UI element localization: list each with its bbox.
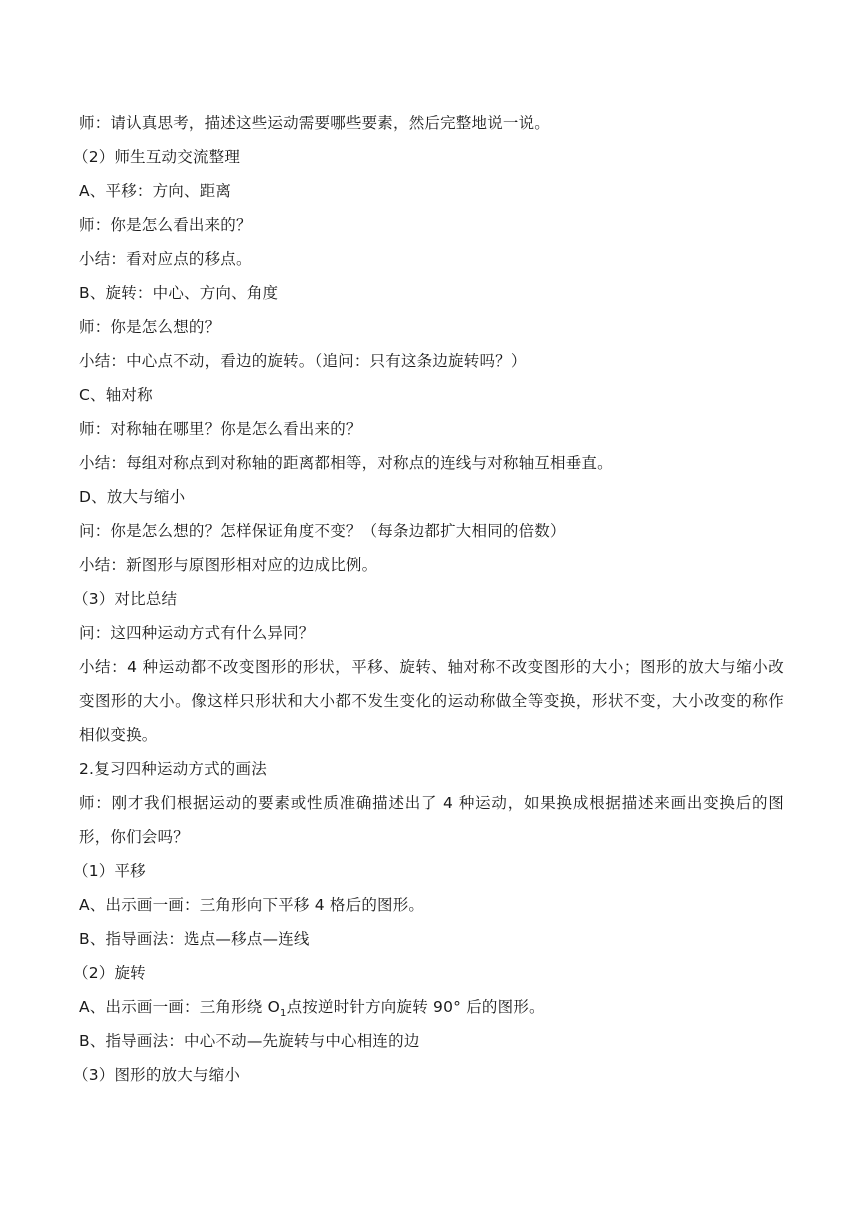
paragraph: 小结：看对应点的移点。 <box>79 250 252 268</box>
paragraph: 小结：新图形与原图形相对应的边成比例。 <box>79 556 378 574</box>
paragraph: A、平移：方向、距离 <box>79 182 232 200</box>
paragraph: A、出示画一画：三角形向下平移 4 格后的图形。 <box>79 896 425 914</box>
paragraph: 师：对称轴在哪里？你是怎么看出来的？ <box>79 420 362 438</box>
paragraph: 师：刚才我们根据运动的要素或性质准确描述出了 4 种运动，如果换成根据描述来画出变换后的图形，你们会吗？ <box>79 794 784 846</box>
document-body <box>73 106 784 1092</box>
section-heading: 2.复习四种运动方式的画法 <box>79 760 267 778</box>
paragraph: 师：你是怎么想的？ <box>79 318 221 336</box>
paragraph: B、指导画法：中心不动—先旋转与中心相连的边 <box>79 1032 420 1050</box>
paragraph: 问：这四种运动方式有什么异同？ <box>79 624 315 642</box>
section-heading: （2）旋转 <box>73 964 146 982</box>
paragraph: 师：你是怎么看出来的？ <box>79 216 252 234</box>
section-heading: （3）图形的放大与缩小 <box>73 1066 241 1084</box>
paragraph-text: A、出示画一画：三角形绕 O <box>79 998 281 1016</box>
paragraph: C、轴对称 <box>79 386 153 404</box>
subscript: 1 <box>280 1008 287 1020</box>
paragraph: B、指导画法：选点—移点—连线 <box>79 930 310 948</box>
section-heading: （2）师生互动交流整理 <box>73 148 241 166</box>
paragraph: B、旋转：中心、方向、角度 <box>79 284 279 302</box>
paragraph: 小结：每组对称点到对称轴的距离都相等，对称点的连线与对称轴互相垂直。 <box>79 454 613 472</box>
paragraph-text: 点按逆时针方向旋转 90° 后的图形。 <box>286 998 545 1016</box>
paragraph: 师：请认真思考，描述这些运动需要哪些要素，然后完整地说一说。 <box>79 114 551 132</box>
paragraph: 小结：4 种运动都不改变图形的形状，平移、旋转、轴对称不改变图形的大小；图形的放大与缩小改变图形的大小。像这样只形状和大小都不发生变化的运动称做全等变换，形状不变，大小改变的称作相似变换。 <box>79 658 784 744</box>
paragraph: D、放大与缩小 <box>79 488 186 506</box>
paragraph: 小结：中心点不动，看边的旋转。（追问：只有这条边旋转吗？） <box>79 352 527 370</box>
paragraph <box>79 990 784 1024</box>
paragraph: 问：你是怎么想的？怎样保证角度不变？（每条边都扩大相同的倍数） <box>79 522 566 540</box>
section-heading: （3）对比总结 <box>73 590 178 608</box>
section-heading: （1）平移 <box>73 862 146 880</box>
